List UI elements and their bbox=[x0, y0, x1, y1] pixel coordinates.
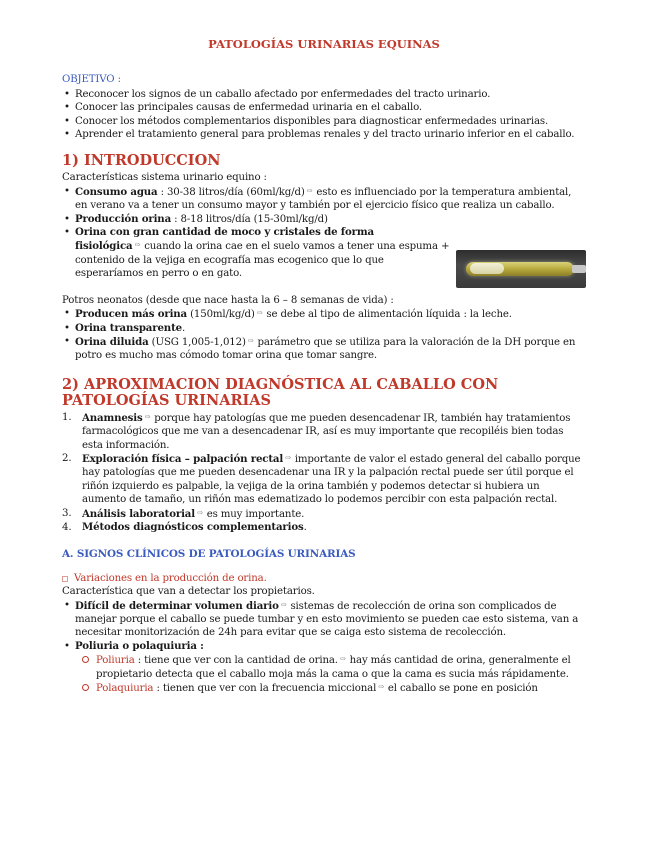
list-item: • Aprender el tratamiento general para problemas renales y del tracto urinario inferior en el caballo. bbox=[62, 128, 586, 141]
arrow-icon: ⇨ bbox=[196, 508, 203, 517]
subsection-line: Característica que van a detectar los propietarios. bbox=[62, 586, 315, 598]
list-item: • Reconocer los signos de un caballo afectado por enfermedades del tracto urinario. bbox=[62, 88, 586, 101]
item-number: 3. bbox=[62, 507, 72, 519]
item-term: Producen más orina bbox=[75, 308, 187, 321]
objetivo-list bbox=[62, 88, 586, 142]
item-detail: : 30-38 litros/día (60ml/kg/d) bbox=[157, 186, 305, 198]
arrow-icon: ⇨ bbox=[247, 336, 254, 345]
potros-list bbox=[62, 307, 586, 363]
item-term: Poliuria bbox=[96, 655, 135, 667]
item-text: se debe al tipo de alimentación líquida : la leche. bbox=[266, 309, 512, 321]
aprox-list bbox=[62, 411, 586, 535]
list-item bbox=[62, 507, 586, 521]
item-text: hay más cantidad de orina, generalmente el propietario detecta que el caballo moja más la cama o que la cama es sucia más rápidamente. bbox=[96, 655, 571, 680]
item-detail: : 8-18 litros/día (15-30ml/kg/d) bbox=[171, 213, 328, 225]
item-text: cuando la orina cae en el suelo vamos a tener una espuma + contenido de la vejiga en ecografía mas ecogenico que lo que esperaríamos en perro o en gato. bbox=[75, 241, 450, 280]
item-number: 2. bbox=[62, 452, 72, 464]
section-heading-aproximacion: 2) APROXIMACION DIAGNÓSTICA AL CABALLO CON PATOLOGÍAS URINARIAS bbox=[62, 375, 499, 409]
item-text: parámetro que se utiliza para la valoración de la DH porque en potro es mucho mas cómodo tomar orina que tomar sangre. bbox=[75, 336, 576, 362]
item-detail: : tiene que ver con la cantidad de orina. bbox=[134, 655, 338, 667]
arrow-icon: ⇨ bbox=[306, 186, 313, 195]
item-number: 1. bbox=[62, 411, 72, 423]
item-term: Poliuria o polaquiuria : bbox=[75, 639, 204, 652]
item-text: esto es influenciado por la temperatura ambiental, en verano va a tener un consumo mayor y también por el ejercicio físico que realiza un caballo. bbox=[75, 186, 572, 212]
item-term: Orina transparente bbox=[75, 321, 182, 334]
item-detail: (150ml/kg/d) bbox=[187, 309, 255, 321]
arrow-icon: ⇨ bbox=[378, 683, 384, 692]
item-term: Orina diluida bbox=[75, 335, 149, 348]
arrow-icon: ⇨ bbox=[280, 600, 287, 609]
list-item bbox=[62, 213, 586, 226]
item-number: 4. bbox=[62, 521, 72, 533]
item-text: el caballo se pone en posición bbox=[387, 683, 538, 695]
list-item: • Conocer los métodos complementarios disponibles para diagnosticar enfermedades urinarias. bbox=[62, 115, 586, 128]
page-title: PATOLOGÍAS URINARIAS EQUINAS bbox=[208, 37, 440, 51]
list-item bbox=[62, 411, 586, 452]
list-item bbox=[62, 681, 586, 695]
list-item bbox=[62, 452, 586, 507]
item-text: importante de valor el estado general del caballo porque hay patologías que me pueden desencadenar una IR y la palpación rectal puede ser útil porque el riñón izquierdo es palpable, la vejiga de la orina también y podemos detectar si hubiera un aumento de tamaño, un riñón mas edematizado lo podemos percibir con esta palpación rectal. bbox=[82, 453, 581, 506]
item-text: . bbox=[303, 521, 307, 533]
item-detail: . bbox=[181, 322, 186, 334]
arrow-icon: ⇨ bbox=[339, 655, 346, 664]
item-term: Orina con gran cantidad de moco y cristales de forma fisiológica bbox=[75, 226, 374, 253]
item-text: sistemas de recolección de orina son complicados de manejar porque el caballo se puede tumbar y en esto movimiento se pueden cae esto sistema, van a necesitar monitorización de 24h para evitar que se caiga esto sistema de recolección. bbox=[75, 600, 579, 639]
arrow-icon: ⇨ bbox=[256, 309, 263, 318]
list-item bbox=[62, 185, 586, 213]
arrow-icon: ⇨ bbox=[144, 412, 151, 421]
list-item bbox=[62, 226, 586, 281]
item-term: Producción orina bbox=[75, 212, 172, 225]
item-text: es muy importante. bbox=[206, 508, 305, 520]
list-item bbox=[62, 653, 586, 681]
list-item bbox=[62, 322, 586, 335]
objetivo-label: OBJETIVO : bbox=[62, 74, 121, 86]
intro-list bbox=[62, 185, 586, 281]
list-item bbox=[62, 599, 586, 640]
item-term: Consumo agua bbox=[75, 185, 158, 198]
signos-list bbox=[62, 599, 586, 696]
item-term: Métodos diagnósticos complementarios bbox=[82, 520, 304, 533]
item-term: Exploración física – palpación rectal bbox=[82, 452, 284, 465]
subsection-title: Variaciones en la producción de orina. bbox=[74, 572, 267, 584]
list-item bbox=[62, 307, 586, 321]
subsection-heading bbox=[62, 572, 586, 585]
document-body bbox=[62, 38, 586, 695]
potros-intro: Potros neonatos (desde que nace hasta la 6 – 8 semanas de vida) : bbox=[62, 294, 394, 306]
item-term: Análisis laboratorial bbox=[82, 507, 195, 520]
item-term: Anamnesis bbox=[82, 411, 143, 424]
item-term: Difícil de determinar volumen diario bbox=[75, 599, 279, 612]
list-item: • Conocer las principales causas de enfermedad urinaria en el caballo. bbox=[62, 101, 586, 114]
arrow-icon: ⇨ bbox=[285, 453, 291, 462]
intro-subtitle: Características sistema urinario equino : bbox=[62, 172, 267, 184]
poliuria-sublist bbox=[62, 653, 586, 695]
item-detail: : tienen que ver con la frecuencia miccional bbox=[153, 683, 377, 695]
item-detail: (USG 1,005-1,012) bbox=[148, 336, 246, 348]
list-item bbox=[62, 521, 586, 534]
section-heading-signos: A. SIGNOS CLÍNICOS DE PATOLOGÍAS URINARIAS bbox=[62, 548, 356, 561]
list-item bbox=[62, 335, 586, 363]
list-item bbox=[62, 640, 586, 696]
square-bullet-icon bbox=[62, 576, 68, 582]
section-heading-introduccion: 1) INTRODUCCION bbox=[62, 152, 221, 170]
item-text: porque hay patologías que me pueden desencadenar IR, también hay tratamientos farmacológicos que me van a desencadenar IR, así es muy importante que recopiléis bien todas esta información. bbox=[82, 412, 571, 451]
arrow-icon: ⇨ bbox=[134, 241, 141, 250]
item-term: Polaquiuria bbox=[96, 683, 154, 695]
